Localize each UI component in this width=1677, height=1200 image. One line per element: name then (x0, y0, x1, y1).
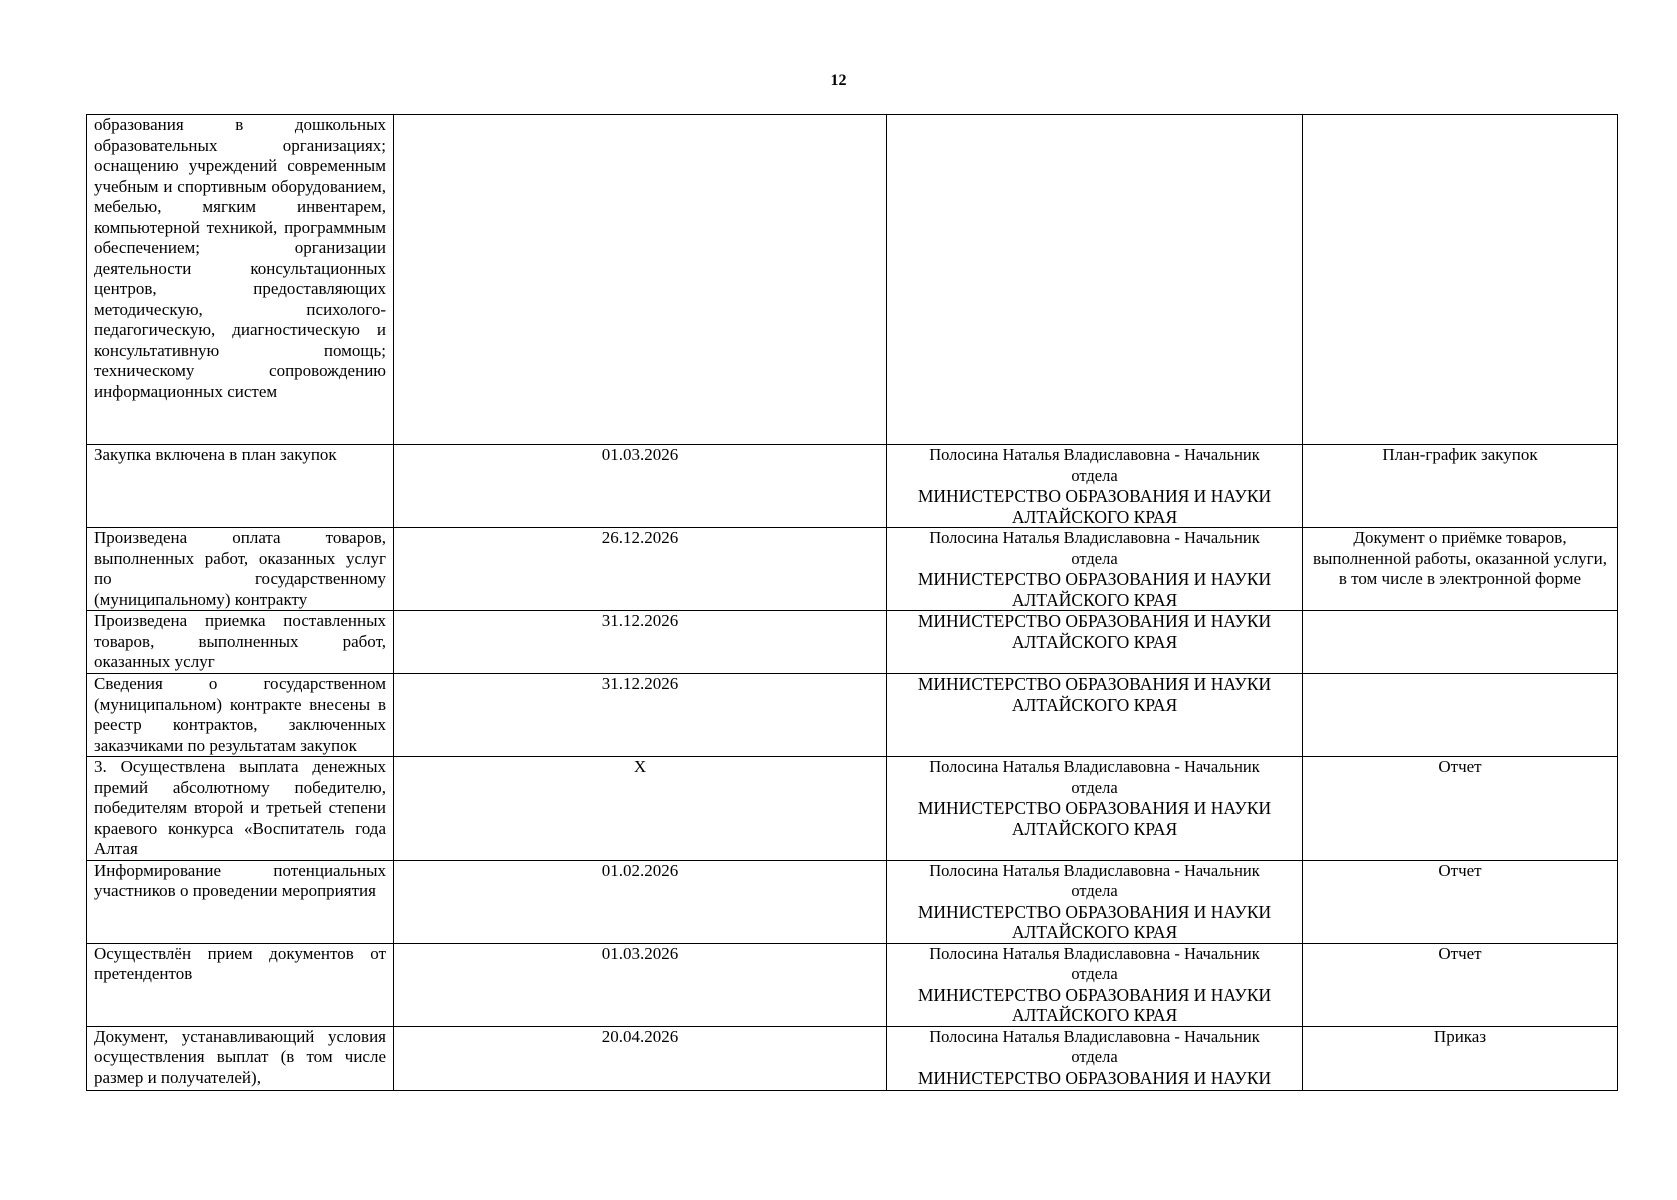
responsible-org: МИНИСТЕРСТВО ОБРАЗОВАНИЯ И НАУКИ АЛТАЙСКОГО КРАЯ (917, 984, 1272, 1025)
responsible-name: Полосина Наталья Владиславовна - Начальник (929, 1026, 1260, 1046)
plan-table (86, 114, 1618, 1091)
table-row (87, 674, 1618, 757)
responsible-dept: отдела (1071, 1047, 1118, 1066)
responsible-cell (887, 757, 1303, 861)
table-row (87, 943, 1618, 1026)
table-row (87, 757, 1618, 861)
table-row (87, 528, 1618, 611)
responsible-name: Полосина Наталья Владиславовна - Начальник (929, 757, 1260, 776)
responsible-cell (887, 943, 1303, 1026)
event-cell: Произведена приемка поставленных товаров, выполненных работ, оказанных услуг (87, 611, 394, 674)
responsible-cell (887, 860, 1303, 943)
responsible-dept: отдела (1071, 964, 1118, 983)
event-cell: 3. Осуществлена выплата денежных премий абсолютному победителю, победителям второй и третьей степени краевого конкурса «Воспитатель года Алтая (87, 757, 394, 861)
responsible-org: МИНИСТЕРСТВО ОБРАЗОВАНИЯ И НАУКИ АЛТАЙСКОГО КРАЯ (917, 901, 1272, 942)
responsible-name: Полосина Наталья Владиславовна - Начальник (929, 445, 1260, 464)
document-cell (1303, 611, 1618, 674)
responsible-name: Полосина Наталья Владиславовна - Начальник (929, 860, 1260, 880)
date-cell: X (394, 757, 887, 861)
responsible-cell (887, 115, 1303, 445)
document-cell: Отчет (1303, 757, 1618, 861)
responsible-name: Полосина Наталья Владиславовна - Начальник (929, 943, 1260, 963)
date-cell: 31.12.2026 (394, 611, 887, 674)
document-cell (1303, 115, 1618, 445)
responsible-dept: отдела (1071, 465, 1118, 485)
page-number: 12 (830, 72, 847, 89)
responsible-cell (887, 611, 1303, 674)
date-cell: 01.02.2026 (394, 860, 887, 943)
responsible-org: МИНИСТЕРСТВО ОБРАЗОВАНИЯ И НАУКИ АЛТАЙСКОГО КРАЯ (917, 798, 1272, 839)
event-cell: Осуществлён прием документов от претендентов (87, 943, 394, 1026)
document-cell: План-график закупок (1303, 445, 1618, 528)
date-cell: 26.12.2026 (394, 528, 887, 611)
table-row (87, 1026, 1618, 1090)
responsible-name: Полосина Наталья Владиславовна - Начальник (929, 528, 1260, 547)
document-cell: Отчет (1303, 860, 1618, 943)
event-cell: образования в дошкольных образовательных организациях; оснащению учреждений современным учебным и спортивным оборудованием, мебелью, мягким инвентарем, компьютерной техникой, программным обеспечением; организации деятельности консультационных центров, предоставляющих методическую, психолого-педагогическую, диагностическую и консультативную помощь; техническому сопровождению информационных систем (87, 115, 394, 445)
date-cell: 01.03.2026 (394, 943, 887, 1026)
responsible-org: МИНИСТЕРСТВО ОБРАЗОВАНИЯ И НАУКИ АЛТАЙСКОГО КРАЯ (917, 569, 1272, 610)
responsible-dept: отдела (1071, 881, 1118, 900)
date-cell: 01.03.2026 (394, 445, 887, 528)
responsible-org: МИНИСТЕРСТВО ОБРАЗОВАНИЯ И НАУКИ АЛТАЙСКОГО КРАЯ (917, 611, 1272, 652)
document-cell: Приказ (1303, 1026, 1618, 1090)
responsible-cell (887, 674, 1303, 757)
event-cell: Документ, устанавливающий условия осуществления выплат (в том числе размер и получателей), (87, 1026, 394, 1090)
responsible-cell (887, 445, 1303, 528)
document-cell: Отчет (1303, 943, 1618, 1026)
table-row (87, 115, 1618, 445)
date-cell: 20.04.2026 (394, 1026, 887, 1090)
responsible-dept: отдела (1071, 777, 1118, 797)
responsible-org: МИНИСТЕРСТВО ОБРАЗОВАНИЯ И НАУКИ АЛТАЙСКОГО КРАЯ (917, 486, 1272, 527)
event-cell: Закупка включена в план закупок (87, 445, 394, 528)
responsible-cell (887, 528, 1303, 611)
table-row (87, 611, 1618, 674)
responsible-cell (887, 1026, 1303, 1090)
document-cell: Документ о приёмке товаров, выполненной работы, оказанной услуги, в том числе в электронной форме (1303, 528, 1618, 611)
date-cell: 31.12.2026 (394, 674, 887, 757)
responsible-org: МИНИСТЕРСТВО ОБРАЗОВАНИЯ И НАУКИ (917, 1067, 1272, 1088)
responsible-dept: отдела (1071, 548, 1118, 568)
responsible-org: МИНИСТЕРСТВО ОБРАЗОВАНИЯ И НАУКИ АЛТАЙСКОГО КРАЯ (917, 674, 1272, 715)
event-cell: Произведена оплата товаров, выполненных работ, оказанных услуг по государственному (муниципальному) контракту (87, 528, 394, 611)
event-cell: Информирование потенциальных участников о проведении мероприятия (87, 860, 394, 943)
document-cell (1303, 674, 1618, 757)
table-row (87, 860, 1618, 943)
table-row (87, 445, 1618, 528)
event-cell: Сведения о государственном (муниципальном) контракте внесены в реестр контрактов, заключенных заказчиками по результатам закупок (87, 674, 394, 757)
date-cell (394, 115, 887, 445)
